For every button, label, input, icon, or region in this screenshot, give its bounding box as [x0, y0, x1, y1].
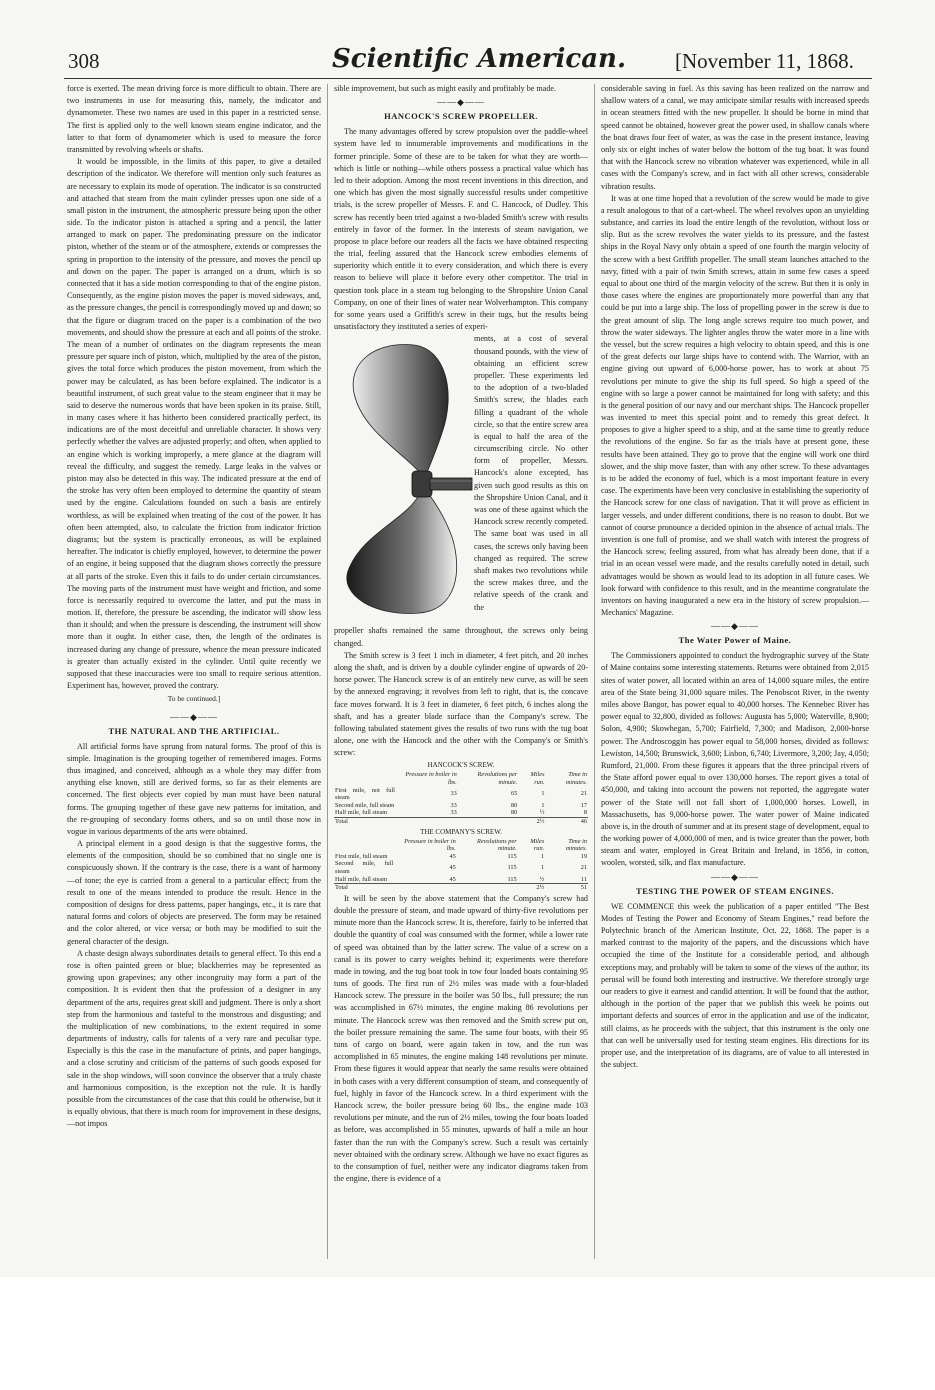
table-header	[334, 771, 396, 786]
table-cell: Half mile, full steam	[335, 809, 388, 817]
table-cell	[394, 884, 457, 892]
table-cell: First mile, not full steam	[335, 786, 395, 802]
table-cell: 11	[580, 875, 587, 883]
table-row	[334, 876, 588, 884]
paragraph: force is exerted. The mean driving force is more difficult to obtain. There are two instruments in use for measuring this, namely, the indicator and dynamometer. These two names are used in this paper in a restricted sense. The first is applied only to the well known steam engine indicator, and the latter to that form of dynamometer which is used to measure the force transmitted by revolving wheels or shafts.	[67, 84, 321, 154]
paragraph: A chaste design always subordinates details to general effect. To this end a rose is often painted green or blue; blackberries may be represented as growing upon grapevines; any other incongruity may form a part of the composition. It is evident then that the profession of a designer in any department of the arts, requires great skill and judgment. There is only a short step from the harmonious and tasteful to the monstrous and disgusting; and the multiplication of new combinations, to the extent required in some departments of industry, calls for talents of a very rare and peculiar type. Especially is this the case in the manufacture of prints, and paper hangings, and a close scrutiny and criticism of the patterns of such goods exposed for sale in the shop windows, will soon convince the observer that a truly chaste and harmonious composition, is the exception not the rule. It is hardly possible from the circumstances of the case that this could be otherwise, but it is equally obvious, that there is much room for improvement in these designs,—not impos	[67, 948, 321, 1129]
table-row	[334, 787, 588, 802]
table-cell: 33	[450, 801, 457, 809]
table-cell: 8	[583, 809, 587, 817]
column-divider	[594, 84, 595, 1259]
article-heading: THE NATURAL AND THE ARTIFICIAL.	[108, 725, 280, 736]
table-caption: HANCOCK'S SCREW.	[427, 761, 495, 770]
table-cell: 65	[510, 790, 518, 798]
table-caption: THE COMPANY'S SCREW.	[420, 827, 502, 836]
table-total-row	[334, 818, 588, 826]
table-cell: ½	[539, 875, 545, 883]
separator-ornament: ——◆——	[170, 711, 218, 722]
table-header: Time in minutes.	[565, 771, 587, 787]
table-cell: 1	[541, 790, 545, 798]
table-cell: 45	[449, 852, 456, 860]
separator-ornament: ——◆——	[711, 621, 759, 632]
table-header: Revolutions per minute.	[477, 771, 518, 787]
continued-note: To be continued.]	[167, 694, 221, 704]
paragraph: It would be impossible, in the limits of this paper, to give a detailed description of the indicator. We therefore will mention only such features as are necessary to explain its mode of operation. The indicator is so constructed and attached that steam from the main cylinder presses upon one side of a small piston in the instrument, the atmospheric pressure being upon the other side. To the indicator piston is attached a spring and a pencil, the latter arranged to mark on paper. The predominating pressure on the indicator piston, whether of the steam or of the atmosphere, extends or compresses the spring in proportion to the intensity of the pressure, and moves the pencil up and down on the paper. The paper is arranged on a drum, which is so connected that it has a side motion corresponding to that of the engine piston. Consequently, as the engine piston moves the paper is moved sideways, and, as the pressure changes, the pencil is correspondingly moved up and down; so that the figure or diagram traced on the paper is a combination of the two movements, and should show the pressure at each and all points of the stroke. The mean of a number of ordinates on the diagram represents the mean pressure per square inch of piston, which, multiplied by the area of the piston, gives the total force which produces the piston movement, from which the power may be calculated, as has been before explained. The indicator is a beautiful instrument, of such great value to the steam engineer that it may be said to deserve the numerous words that have been spoken in its praise. Still, in many cases where it has hitherto been considered practically perfect, its indications are of the most deceitful and unreliable character. It shows very perfectly whether the valves are adjusted properly; and often, when applied to an engine which is working improperly, a mere glance at the diagram will reveal the difficulty, and suggest the remedy. Large leaks in the valves or piston may also be detected in this way. The indicated pressure at the end of the stroke has very often been employed to determine the quantity of steam used by the engine. Calculations founded on such a basis are entirely worthless, as will be explained when treating of the cost of the power. It has often been attempted, also, to calculate the friction from indicator friction diagrams; but the system is practically erroneous, as will be explained hereafter. The indicator is chiefly employed, however, to determine the power of an engine, it being supposed that the diagram shows correctly the pressure at all parts of the stroke. Even this it fails to do under certain circumstances. The moving parts of the instrument must have weight and friction, and some force is necessarily required to overcome the latter, and put the mass in motion. If, therefore, the pressure be ascending, the indicator will show less than it should; and when the pressure is descending, the instrument will show more than it ought. In either case, then, the length of the ordinates is increased during any change of pressure, whence the mean pressure indicated is greater than actually existed in the cylinder. Until quite recently we supposed that these inaccuracies were too small to require serious attention. Experiment has, however, proved the contrary.	[67, 157, 321, 691]
table-header: Pressure in boiler in lbs.	[405, 771, 457, 787]
table-cell: 19	[580, 852, 587, 860]
data-table-company	[334, 838, 588, 892]
table-header: Pressure in boiler in lbs.	[404, 837, 456, 853]
table-cell: 2½	[518, 884, 545, 892]
article-heading: The Water Power of Maine.	[678, 635, 792, 646]
table-cell: 46	[546, 818, 588, 826]
table-header: Revolutions per minute.	[477, 837, 517, 853]
masthead-title: Scientific American.	[331, 44, 627, 74]
table-cell: 2½	[518, 818, 545, 826]
table-row	[334, 802, 588, 810]
paragraph: The Commissioners appointed to conduct the hydrographic survey of the State of Maine contains some interesting statements. Returns were obtained from 2,015 sites of water power, all located within an area of 14,000 square miles, the entire area of the State being 31,000 square miles. The Penobscot River, in the twenty miles above Bangor, has power equal to 40,000 horses. The Kennebec River has power equal to 32,800, divided as follows: Augusta has 5,000; Waterville, 8,900; Solon, 4,900; Skowhegan, 5,700; Fairfield, 7,300; and Madison, 2,000-horse power. The Androscoggin has power equal to 58,000 horses, divided as follows: Lewiston, 14,500; Brunswick, 3,600; Lisbon, 6,740; Livermore, 3,200; Jay, 4,050; Rumford, 21,000. From these figures it appears that the three principal rivers of the State afford power equal to over 130,000 horses. The report gives a total of 450,000, and taking into account the powers not reported, the aggregate water power of the State will not fall short of 1,000,000 horses. Lowell, in Massachusetts, has 9,000-horse power. The water power of Maine indicated above is, in the drouth of summer and at its present stage of development, equal to the working power of 4,000,000 of men, and is twice greater than the power, both steam and water, employed in Great Britain and Ireland, in 1856, in cotton, woolen, worsted, silk, and flax manufacture.	[601, 651, 869, 868]
table-total-row	[334, 884, 588, 892]
table-header: Miles run.	[530, 837, 545, 853]
table-cell: Total	[334, 818, 396, 826]
paragraph: propeller shafts remained the same throughout, the screws only being changed.	[334, 626, 588, 648]
table-cell: First mile, full steam	[335, 852, 388, 860]
table-cell: Half mile, full steam	[335, 875, 388, 883]
wrapped-text: ments, at a cost of several thousand pounds, with the view of obtaining an efficient screw propeller. These experiments led to the adoption of a two-bladed Smith's screw, the blades each filling a quadrant of the whole circle, so that the entire screw area is equal to half the area of the circumscribing circle. No other form of propeller, Messrs. Hancock's alone excepted, has given such good results as this on the Shropshire Union Canal, and it was one of these against which the Hancock screw recently competed. The same boat was used in all cases, the screws only having been changed as required. The screw shaft makes two revolutions while the screw makes three, and the relative speeds of the crank and the	[474, 334, 588, 612]
paragraph: It will be seen by the above statement that the Company's screw had double the pressure of steam, and made upward of thirty-five revolutions per minute more than the Hancock screw. It is, therefore, fairly to be inferred that double the quantity of coal was consumed with the former, while a lower rate of speed was obtained than by the latter screw. The value of a screw on a canal is its power to carry weights behind it; experiments were therefore made in towing, and the tug boat took in tow four loaded boats containing 95 tuns of goods. The first run of 2½ miles was made with a four-bladed Hancock screw. The pressure in the boiler was 50 lbs., full pressure; the run was accomplished in 67½ minutes, the engine making 86 revolutions per minute. The Hancock screw was then removed and the Smith screw put on, the boiler pressure remaining the same. The same four boats, with their 95 tuns of cargo on board, were again taken in tow, and the run was accomplished in 65 minutes, the engine making 148 revolutions per minute. From these figures it would appear that nearly the same results were obtained in both cases with a very different consumption of steam, and consequently of fuel, highly in favor of the Hancock screw. In a third experiment with the Hancock screw, the boiler pressure being 60 lbs., the engine made 103 revolutions per minute, and the run of 2½ miles, towing the four boats loaded as before, was accomplished in 55 minutes, upwards of half a mile an hour faster than the run with the Company's screw. Such a result was certainly never obtained with the ordinary screw. Although we have no exact figures as to the consumption of fuel, neither were any indicator diagrams taken from the engine, there is evidence of a	[334, 893, 588, 1184]
table-cell: 1	[541, 852, 545, 860]
table-cell: 51	[545, 884, 588, 892]
separator-ornament: ——◆——	[711, 871, 759, 882]
column-left	[67, 83, 321, 1131]
table-header	[334, 838, 394, 853]
table-cell: 115	[507, 852, 517, 860]
issue-date: [November 11, 1868.	[675, 49, 854, 73]
table-cell: Second mile, full steam	[335, 860, 394, 875]
header-rule	[64, 78, 872, 79]
table-cell: ½	[539, 809, 545, 817]
table-row	[334, 809, 588, 817]
data-table-hancock	[334, 771, 588, 825]
column-divider	[327, 84, 328, 1259]
table-cell	[396, 818, 458, 826]
table-cell	[457, 884, 518, 892]
paragraph: sible improvement, but such as might easily and profitably be made.	[334, 84, 557, 93]
column-middle	[334, 83, 588, 1185]
table-cell: 21	[580, 790, 587, 798]
paragraph: The many advantages offered by screw propulsion over the paddle-wheel system have led to innumerable improvements and modifications in the former principle. Some of these are to be taken for what they are worth—which is little or nothing—while others possess a practical value which has led to their adoption. Among the most recent inventions in this direction, and one which has given the most signally successful results under competitive trials, is the screw propeller of Messrs. F. and C. Hancock, of Dudley. This screw has recently been tried against a two-bladed Smith's screw with results entirely in favor of the former. In the interests of steam navigation, we propose to place before our readers all the facts we have obtained respecting the trial, feeling assured that the Hancock screw embodies elements of superiority which entitle it to every consideration, and which there is every reason to believe will place it before every other competitor. The trial in question took place in a steam tug belonging to the Shropshire Union Canal Company, on one of their lines of water near Wolverhampton. This company for some years used a Griffith's screw in their tugs, but the results being unsatisfactory they instituted a series of experi-	[334, 127, 588, 332]
page-number: 308	[68, 49, 100, 73]
paragraph: The Smith screw is 3 feet 1 inch in diameter, 4 feet pitch, and 20 inches along the shaft, and is driven by a double cylinder engine of upwards of 20-horse power. The Hancock screw is of an entirely new curve, as will be seen by the annexed engraving; it revolves from left to right, that is, the concave face moves forward. It is 3 feet in diameter, 6 feet pitch, 6 inches along the shaft, and has a greater blade surface than the Company's screw. The following tabulated statement gives the results of two runs with the tug boat alone, one with the Hancock and the other with the Company's or Smith's screw:	[334, 650, 588, 758]
table-cell: 45	[449, 864, 456, 872]
table-cell: 21	[580, 864, 587, 872]
table-cell	[458, 818, 518, 826]
paragraph: A principal element in a good design is that the suggestive forms, the elements of the composition, should be so combined that no single one is conspicuously shown. If the contrary is the case, there is a want of harmony—of tone; the eye is carried from a general to a particular effect; from the result to one of the means intended to produce the result. Hence in the composition of designs for dress patterns, paper hangings, etc., it is rare that natural forms and colors of objects are preserved. The form may be retained and the color altered, or vice versa; or both may be modified to suit the general character of the design.	[67, 839, 321, 946]
paragraph: All artificial forms have sprung from natural forms. The proof of this is simple. Imagination is the grouping together of remembered images. Forms thus imagined, and conceived, although as a whole they may differ from anything else known, still are derived forms, so far as their elements are concerned. The first objects ever copied by man must have been natural forms. The grouping together of these gave new patterns for imitation, and the re-grouping of secondary forms others, and so on until those now in vogue in various departments of the arts were obtained.	[67, 741, 321, 836]
table-header: Miles run.	[530, 771, 545, 787]
table-cell: 33	[450, 809, 457, 817]
table-cell: 1	[541, 864, 545, 872]
figure-wrap	[334, 333, 588, 625]
table-cell: 17	[580, 801, 587, 809]
table-cell: 1	[541, 801, 545, 809]
table-row	[334, 860, 588, 875]
article-heading: TESTING THE POWER OF STEAM ENGINES.	[636, 885, 834, 896]
propeller-engraving	[334, 333, 474, 625]
column-right	[601, 83, 869, 1071]
table-cell: 115	[507, 864, 517, 872]
table-cell: 80	[510, 809, 518, 817]
paragraph: It was at one time hoped that a revolution of the screw would be made to give a result analogous to that of a cart-wheel. The wheel revolves upon an unyielding substance, and carries its load the entire length of the revolution, without loss or slip. But as the screw revolves the water yields to its pressure, and the fastest ships in the Royal Navy only obtain a speed of one fourth the margin velocity of the screw with a best Griffith propeller. The small steam launches attached to the navy, fitted with a pair of twin Smith screws, attain in some few cases a speed equal to about one third of the margin velocity of the screw. But then it is only in those cases where the engines are proportionately more powerful than any that could be put into a large ship. The loss of propelling power in the screw is due to the great amount of slip. The long angle screws require too much power, and throw the water sideways. The lighter angles throw the water more in a line with the vessel, but the screw requires a high velocity to obtain speed, and this is one of the great defects our large ships have to contend with. The Warrior, with an engine giving out upward of 6,000-horse power, has to work at about 75 revolutions per minute to give the ship its full speed. So high a speed of the engine with so large a power cannot be maintained for long with safety; and this is the general position of our navy and our merchant ships. The Hancock propeller was invented to meet this special point and to remedy this great defect. It proposes to give a higher speed to a ship, and at the same time to greatly reduce the revolutions of the engine. So far as the trials have at present gone, these results have been attained. They go to prove that the engine will work one third slower, and the ship move faster, than with any other screw. To these advantages is to be added the economy of fuel, which is a most important feature in every case. The experiments have been very conclusive in establishing the superiority of the Hancock screw for one class of navigation. That it will prove as efficient in larger vessels, and under different conditions, there is no reason to doubt. But we cannot of course pronounce a decided opinion in the absence of actual trials. The invention is one full of promise, and we shall watch with interest the progress of the Hancock screw, feeling assured, from what has already been done, that if a trial in an ocean vessel were made, and the results carefully noted in detail, such advantages would be shown as would lead to its adoption in all future cases. We look forward with confidence to this result, and in the meantime congratulate the inventors on having inaugurated a new era in the history of screw propulsion.—Mechanics' Magazine.	[601, 193, 869, 618]
table-header: Time in minutes.	[565, 837, 587, 853]
table-cell: 33	[450, 790, 457, 798]
table-cell: Second mile, full steam	[335, 801, 395, 809]
table-row	[334, 853, 588, 861]
table-cell: 45	[449, 875, 456, 883]
table-cell: Total	[334, 884, 394, 892]
separator-ornament: ——◆——	[437, 97, 485, 108]
paragraph: WE COMMENCE this week the publication of a paper entitled "The Best Modes of Testing the Power and Economy of Steam Engines," read before the Polytechnic branch of the American Institute, Oct. 22, 1868. The paper is a marked contrast to the majority of the papers, and the discussions which have occupied the time of the Institute for a considerable period, and although exceptions may, and probably will be taken to some of the views of the author, its perusal will be found both interesting and instructive. We therefore strongly urge our readers to give it earnest and candid attention. It will be found that the author, although in the portion of the paper that we publish this week he points out important defects and sources of error in the application and use of the indicator, still claims, as he proceeds with the subject, that this instrument is the only one that can well be universally used for testing steam engines. His directions for its proper use, and the interpretation of its diagrams, are of value to all interested in the subject.	[601, 901, 869, 1070]
table-cell: 80	[510, 801, 518, 809]
article-heading: HANCOCK'S SCREW PROPELLER.	[384, 111, 538, 122]
table-cell: 115	[507, 875, 517, 883]
paragraph: considerable saving in fuel. As this saving has been realized on the narrow and shallow waters of a canal, we may anticipate similar results with increased speeds in ocean steamers fitted with the new propeller. It should be borne in mind that speed cannot be obtained, however great the power used, in shallow canals where the boat draws four feet of water, as was the case in the present instance, leaving only six or eight inches of water below the bottom of the tug boat. It was found that with the Hancock screw no vibration whatever was experienced, while in all cases with the Company's screw, and in fact with all other screws, considerable vibration results.	[601, 84, 869, 191]
